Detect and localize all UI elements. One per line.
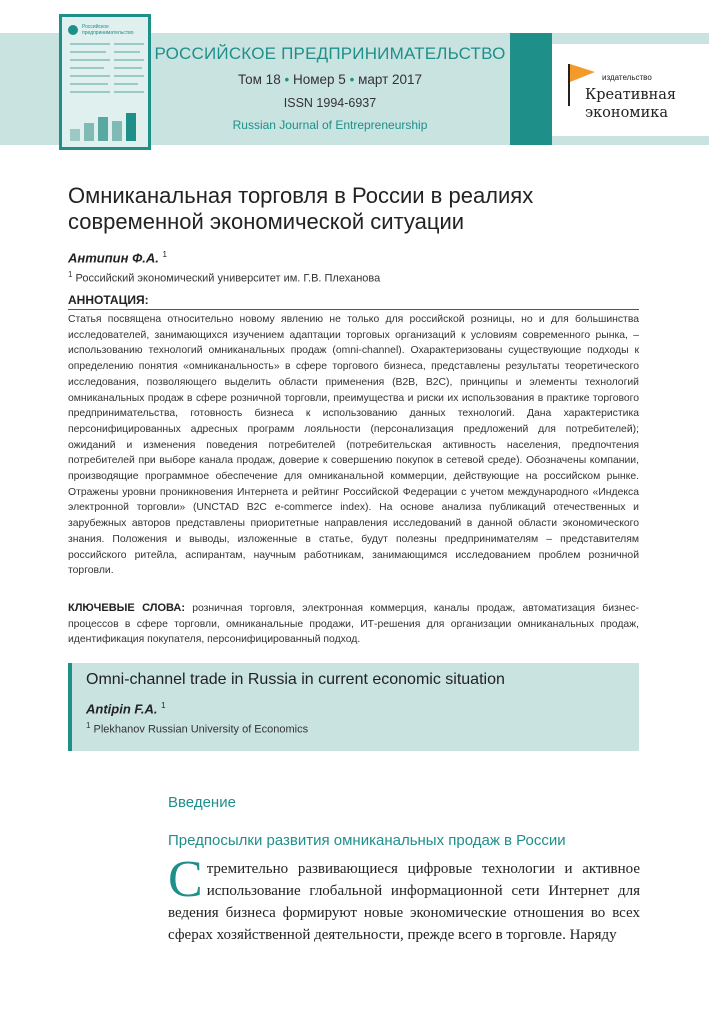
publisher-name: Креативная экономика <box>585 87 677 121</box>
issue-number: Номер 5 <box>292 72 346 87</box>
author-affiliation: $^1$ Российский экономический университет им. Г.В. Плеханова <box>68 270 381 285</box>
body-paragraph: Стремительно развивающиеся цифровые технологии и активное использование глобальной информационной сети Интернет для ведения бизнеса формируют новые экономические отношения во всех сферах хозяйственной деятельности, прежде всего в торговле. Наряду <box>168 851 640 943</box>
keywords-label: КЛЮЧЕВЫЕ СЛОВА: <box>68 602 186 614</box>
issue-info <box>150 72 510 87</box>
journal-english-name: Russian Journal of Entrepreneurship <box>232 118 428 132</box>
volume: Том 18 <box>237 72 281 87</box>
section-heading-prerequisites: Предпосылки развития омниканальных продаж в России <box>168 832 566 849</box>
journal-cover-thumbnail[interactable] <box>59 14 151 150</box>
english-title: Omni-channel trade in Russia in current economic situation <box>86 671 505 688</box>
abstract-text: Статья посвящена относительно новому явлению не только для российской розницы, но и для большинства исследователей, занимающихся изучением адаптации торговых организаций к условиям современного рынка, – использованию технологий омниканальных продаж (omni-channel). Охарактеризованы существующие подходы к определению понятия «омниканальность» в сфере торгового бизнеса, представлены результаты теоретического исследования, позволяющего выделить области применения (B2B, B2C), принципы и элементы технологий омниканальных продаж в сфере розничной торговли, преимущества и риски их использования в практике торгового предпринимательства, готовность бизнеса к использованию данных технологий. Дана характеристика персонифицированных адресных программ лояльности (персонализация предложений для потребителей); ожиданий и изменения поведения потребителей (потребительская активность населения, предпочтения потребителей при выборе канала продаж, доверие к совершению покупок в сетевой среде). Обозначены компании, производящие программное обеспечение для омниканальной коммерции, действующие на российском рынке. Отражены уровни проникновения Интернета и рейтинг Российской Федерации с учетом международного «Индекса электронной торговли» (UNCTAD B2C e-commerce index). На основе анализа публикаций отечественных и зарубежных авторов представлены приоритетные направления исследований в данной области экономического знания. Положения и выводы, изложенные в статье, будут полезны предпринимателям – представителям российского ритейла, аспирантам, научным работникам, занимающимся исследованием проблем розничной торговли. <box>68 314 639 577</box>
keywords-block <box>68 601 639 648</box>
article-author: Антипин Ф.А. $^1$ <box>68 250 167 266</box>
issue-date: март 2017 <box>358 72 423 87</box>
english-author: Antipin F.A. $^1$ <box>86 701 166 717</box>
cover-logo-icon <box>68 25 78 35</box>
keywords-text: розничная торговля, электронная коммерция, каналы продаж, автоматизация бизнес-процессов в сфере торговли, омниканальные продажи, ИТ-решения для организации омниканальных продаж, идентификация покупателя, персонифицированный подход. <box>68 603 640 646</box>
cover-title: Российское предпринимательство <box>82 24 134 36</box>
english-summary-box <box>68 663 639 751</box>
article-title: Омниканальная торговля в России в реалиях современной экономической ситуации <box>68 183 534 234</box>
header-accent-stripe <box>510 33 552 145</box>
section-heading-intro: Введение <box>168 794 236 811</box>
issn: ISSN 1994-6937 <box>283 96 377 110</box>
separator-dot-icon: • <box>284 72 290 87</box>
english-affiliation: $^1$ Plekhanov Russian University of Economics <box>86 721 309 736</box>
abstract-heading: АННОТАЦИЯ: <box>68 293 149 307</box>
abstract-divider <box>68 309 639 310</box>
cover-bars-graphic <box>68 111 144 141</box>
journal-name: РОССИЙСКОЕ ПРЕДПРИНИМАТЕЛЬСТВО <box>154 44 506 63</box>
publisher-label: издательство <box>602 73 652 82</box>
drop-cap: С <box>168 851 203 908</box>
separator-dot-icon: • <box>349 72 355 87</box>
